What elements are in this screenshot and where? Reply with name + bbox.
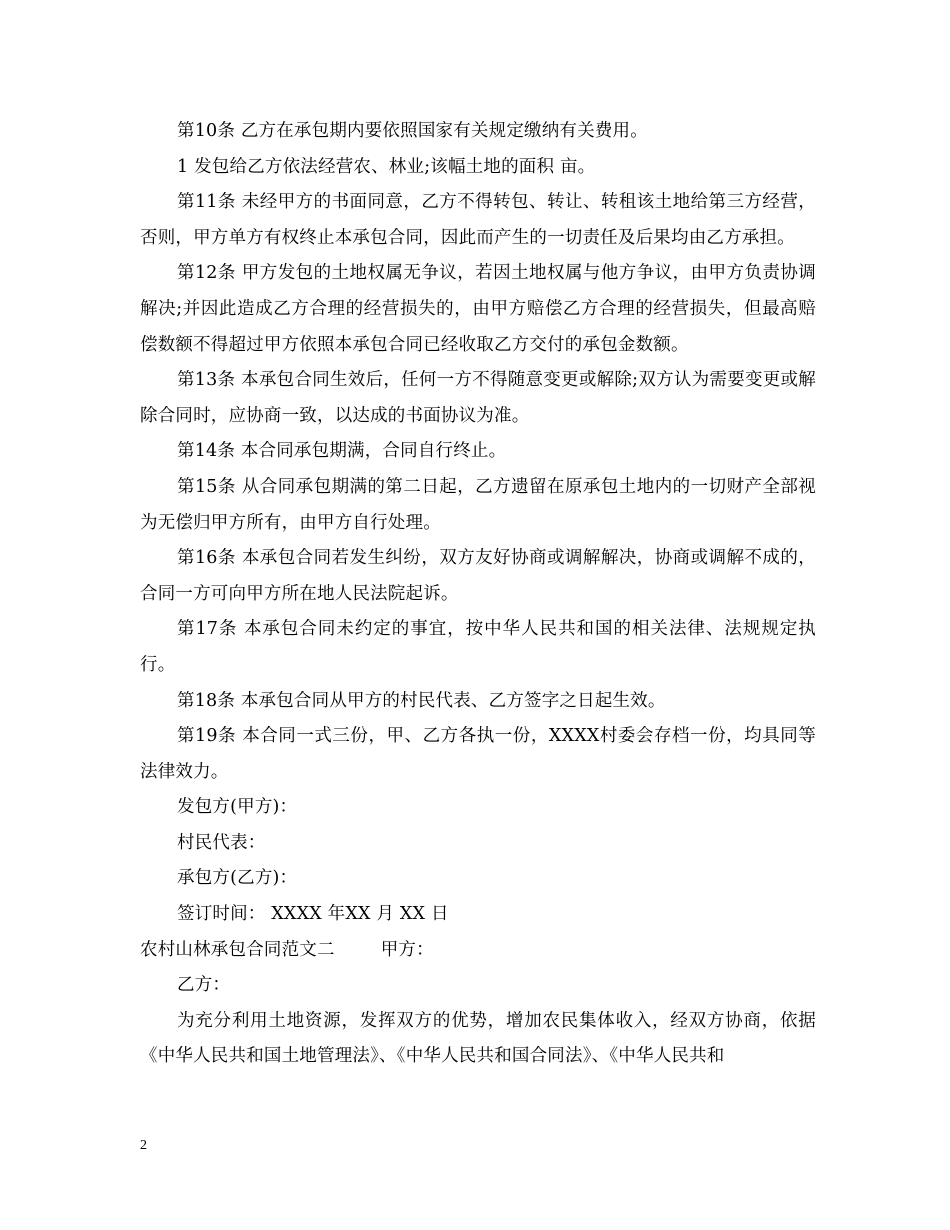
signing-date: 签订时间： XXXX 年XX 月 XX 日 (177, 904, 449, 925)
paragraph-article-11: 第11条 未经甲方的书面同意，乙方不得转包、转让、转租该土地给第三方经营，否则，甲方单方有权终止本承包合同，因此而产生的一切责任及后果均由乙方承担。 (140, 192, 816, 248)
signature-party-b: 承包方(乙方)： (177, 868, 298, 889)
section-title-line (140, 933, 816, 969)
paragraph-article-18: 第18条 本承包合同从甲方的村民代表、乙方签字之日起生效。 (177, 690, 666, 711)
paragraph-article-14: 第14条 本合同承包期满，合同自行终止。 (177, 441, 507, 462)
paragraph-article-17: 第17条 本承包合同未约定的事宜，按中华人民共和国的相关法律、法规规定执行。 (140, 619, 816, 675)
party-b-label: 乙方： (177, 975, 231, 996)
signature-party-a: 发包方(甲方)： (177, 797, 298, 818)
paragraph-article-15: 第15条 从合同承包期满的第二日起，乙方遗留在原承包土地内的一切财产全部视为无偿归甲方所有，由甲方自行处理。 (140, 476, 816, 533)
paragraph-article-13: 第13条 本承包合同生效后，任何一方不得随意变更或解除;双方认为需要变更或解除合同时，应协商一致，以达成的书面协议为准。 (140, 370, 816, 426)
page-number: 2 (140, 1138, 147, 1153)
paragraph-article-12: 第12条 甲方发包的土地权属无争议，若因土地权属与他方争议，由甲方负责协调解决;并因此造成乙方合理的经营损失的，由甲方赔偿乙方合理的经营损失，但最高赔偿数额不得超过甲方依照本承包合同已经收取乙方交付的承包金数额。 (140, 263, 816, 355)
document-body (140, 114, 816, 1075)
paragraph-land-area: 1 发包给乙方依法经营农、林业;该幅土地的面积 亩。 (177, 156, 596, 177)
paragraph-article-16: 第16条 本承包合同若发生纠纷，双方友好协商或调解解决，协商或调解不成的，合同一方可向甲方所在地人民法院起诉。 (140, 548, 816, 604)
signature-village-representative: 村民代表： (177, 832, 266, 853)
party-a-label: 甲方： (380, 939, 434, 960)
section-title: 农村山林承包合同范文二 (140, 939, 335, 960)
paragraph-article-10: 第10条 乙方在承包期内要依照国家有关规定缴纳有关费用。 (177, 121, 648, 141)
paragraph-article-19: 第19条 本合同一式三份，甲、乙方各执一份，XXXX村委会存档一份，均具同等法律效力。 (140, 726, 816, 782)
intro-paragraph: 为充分利用土地资源，发挥双方的优势，增加农民集体收入，经双方协商，依据《中华人民共和国土地管理法》、《中华人民共和国合同法》、《中华人民共和 (140, 1010, 816, 1067)
